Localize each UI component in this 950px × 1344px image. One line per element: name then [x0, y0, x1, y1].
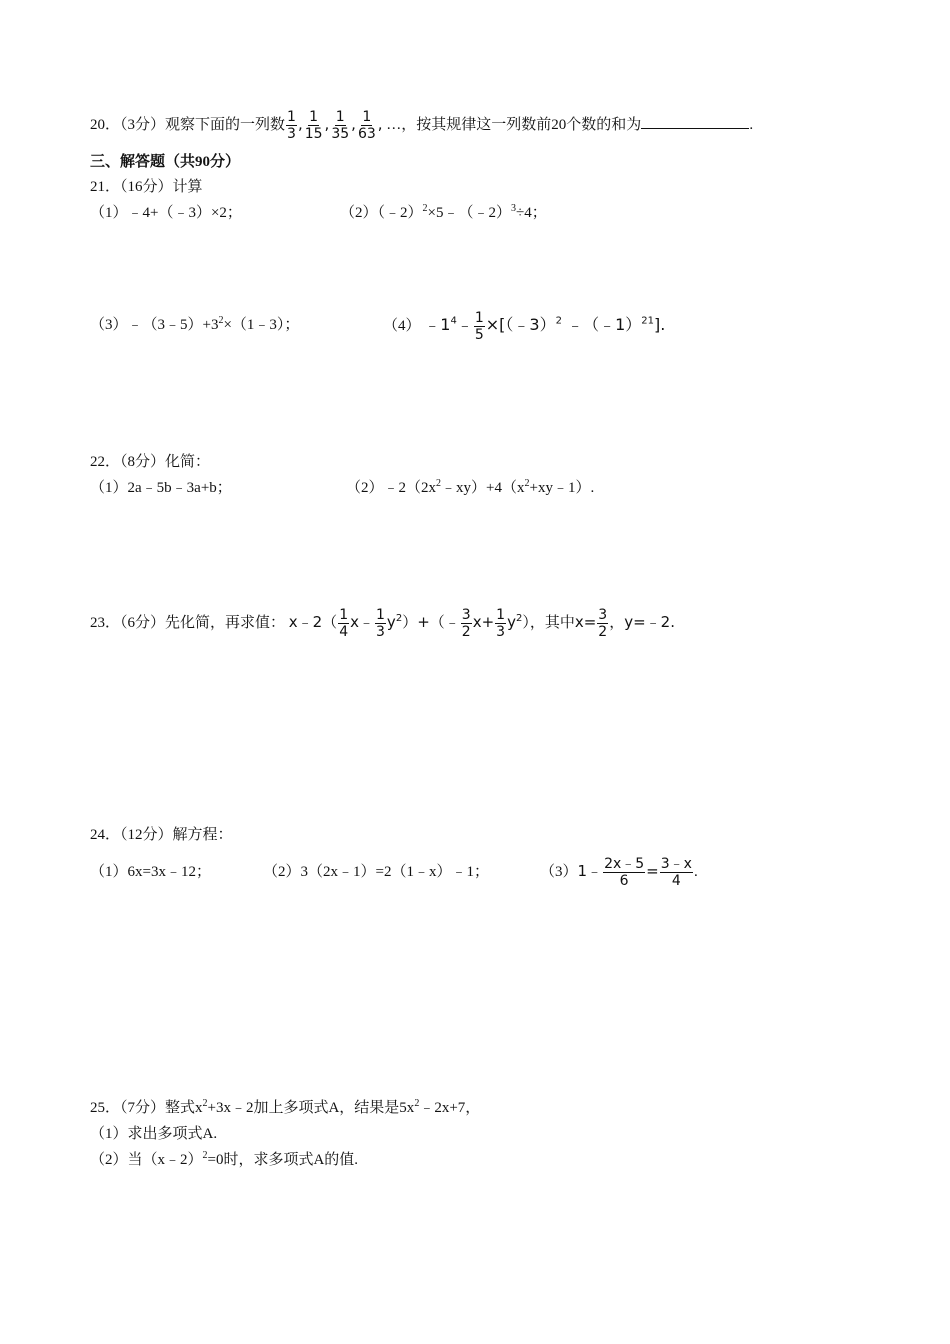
q20-fraction-2: $\frac{1}{15}$	[304, 109, 323, 143]
q22-header: 22．（8分）化简：	[90, 454, 211, 470]
section-3-title: 三、解答题（共90分）	[90, 154, 241, 170]
q25-part-2: （2）当（x﹣2）$^2$=0时，求多项式A的值.	[90, 1150, 359, 1168]
q20-prefix: 20．（3分）观察下面的一列数	[90, 117, 286, 133]
q24-header: 24．（12分）解方程：	[90, 827, 233, 843]
q20-suffix: …，按其规律这一列数前20个数的和为	[386, 117, 642, 133]
q21-part-2: （2）（﹣2）$^2$×5﹣（﹣2）$^3$÷4；	[340, 203, 547, 221]
question-23: 23．（6分）先化简，再求值： x﹣2（ $\frac{1}{4}$ x﹣ $\frac{1}{3}$ $y^2)+(﹣$ $\frac{3}{2}$ x+ $\frac{1}{3}$ $y^2$），其中x= $\frac{3}{2}$ ，y=﹣2.	[90, 607, 675, 641]
q20-fraction-3: $\frac{1}{35}$	[331, 109, 350, 143]
q20-fraction-1: $\frac{1}{3}$	[287, 109, 296, 143]
q23-fraction-1: $\frac{1}{4}$	[339, 607, 349, 641]
q21-part-3: $(3)﹣(3﹣5)+3^2\times(1﹣3)$；	[90, 315, 300, 333]
q21-p4-fraction: $\frac{1}{5}$	[474, 310, 484, 344]
q24-part-2: （2）3（2x﹣1）=2（1﹣x）﹣1；	[263, 864, 489, 880]
q21-part-4: （4） $﹣1^4﹣$ $\frac{1}{5}$ ×[（﹣3）$^2$ ﹣（﹣1）$^{21}$].	[383, 310, 666, 344]
q20-fraction-4: $\frac{1}{63}$	[357, 109, 376, 143]
q24-part-3: （3）1﹣ $\frac{2x﹣5}{6}$ = $\frac{3﹣x}{4}$ .	[540, 856, 698, 890]
q24-fraction-1: $\frac{2x﹣5}{6}$	[604, 856, 645, 890]
q20-answer-blank[interactable]	[641, 114, 749, 129]
q22-part-1: （1）2a﹣5b﹣3a+b；	[90, 480, 232, 496]
q21-header: 21．（16分）计算	[90, 179, 203, 195]
q24-fraction-2: $\frac{3﹣x}{4}$	[660, 856, 692, 890]
q24-part-1: （1）6x=3x﹣12；	[90, 864, 211, 880]
q25-part-1: （1）求出多项式A.	[90, 1126, 218, 1142]
q23-fraction-3: $\frac{3}{2}$	[461, 607, 471, 641]
q25-header: 25．（7分）整式$x^2+3x﹣2$加上多项式A，结果是$5x^2﹣2x+7$，	[90, 1098, 481, 1116]
q23-fraction-4: $\frac{1}{3}$	[496, 607, 506, 641]
q21-part-1: （1）﹣4+（﹣3）×2；	[90, 205, 242, 221]
q22-part-2: $(2)﹣2(2x^2﹣xy)+4(x^2+xy﹣1)$.	[346, 478, 595, 496]
question-20: 20．（3分）观察下面的一列数 $\frac{1}{3}$ , $\frac{1}{15}$ , $\frac{1}{35}$ , $\frac{1}{63}$ , …，按其规律这一列数前20个数的和为 .	[90, 109, 754, 143]
q23-fraction-5: $\frac{3}{2}$	[598, 607, 608, 641]
q23-fraction-2: $\frac{1}{3}$	[376, 607, 385, 641]
